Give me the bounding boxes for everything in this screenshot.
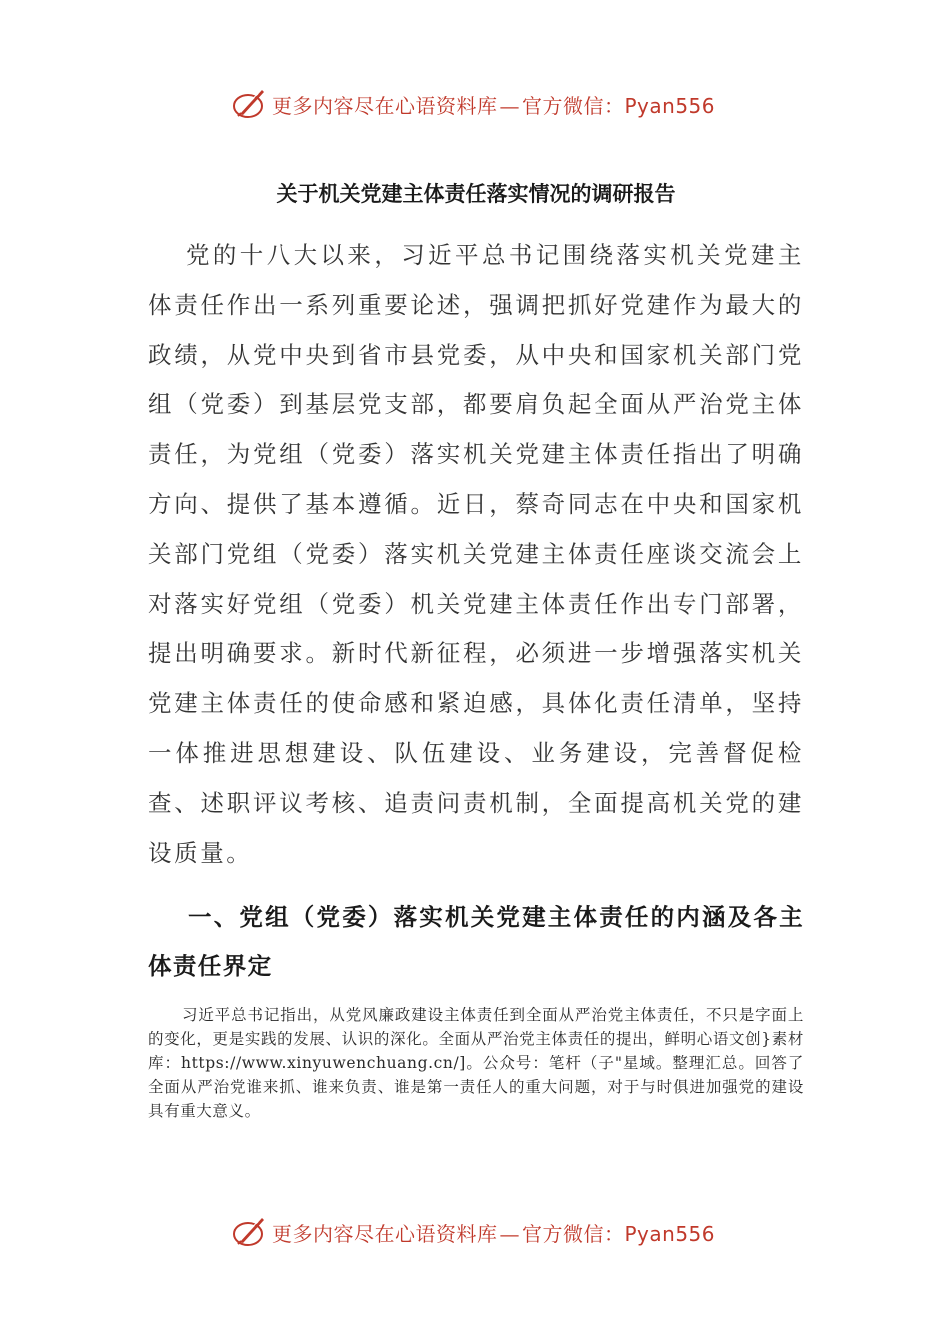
banner-slogan: 更多内容尽在心语资料库: [272, 1221, 498, 1246]
banner-wechat-id: Pyan556: [624, 1221, 716, 1246]
banner-text: [272, 1218, 715, 1247]
paragraph-section-1: 习近平总书记指出，从党风廉政建设主体责任到全面从严治党主体责任，不只是字面上的变化，更是实践的发展、认识的深化。全面从严治党主体责任的提出，鲜明心语文创}素材库：https://www.xinyuwenchuang.cn/]。公众号：笔杆（子"星域。整理汇总。回答了全面从严治党谁来抓、谁来负责、谁是第一责任人的重大问题，对于与时俱进加强党的建设具有重大意义。: [148, 1006, 804, 1120]
banner-slogan: 更多内容尽在心语资料库: [272, 93, 498, 118]
section-heading-1: 一、党组（党委）落实机关党建主体责任的内涵及各主体责任界定: [148, 903, 804, 980]
banner-wechat-label: 官方微信：: [522, 93, 625, 118]
banner-wechat-label: 官方微信：: [522, 1221, 625, 1246]
footer-banner: [232, 1212, 715, 1252]
banner-dash: —: [499, 1221, 520, 1246]
quill-pen-logo-icon: [232, 86, 268, 122]
banner-dash: —: [499, 93, 520, 118]
document-title: 关于机关党建主体责任落实情况的调研报告: [276, 182, 676, 206]
banner-text: [272, 90, 715, 119]
banner-wechat-id: Pyan556: [624, 93, 716, 118]
paragraph-intro: 党的十八大以来，习近平总书记围绕落实机关党建主体责任作出一系列重要论述，强调把抓好党建作为最大的政绩，从党中央到省市县党委，从中央和国家机关部门党组（党委）到基层党支部，都要肩负起全面从严治党主体责任，为党组（党委）落实机关党建主体责任指出了明确方向、提供了基本遵循。近日，蔡奇同志在中央和国家机关部门党组（党委）落实机关党建主体责任座谈交流会上对落实好党组（党委）机关党建主体责任作出专门部署，提出明确要求。新时代新征程，必须进一步增强落实机关党建主体责任的使命感和紧迫感，具体化责任清单，坚持一体推进思想建设、队伍建设、业务建设，完善督促检查、述职评议考核、追责问责机制，全面提高机关党的建设质量。: [148, 241, 804, 867]
header-banner: [232, 84, 715, 124]
quill-pen-logo-icon: [232, 1214, 268, 1250]
